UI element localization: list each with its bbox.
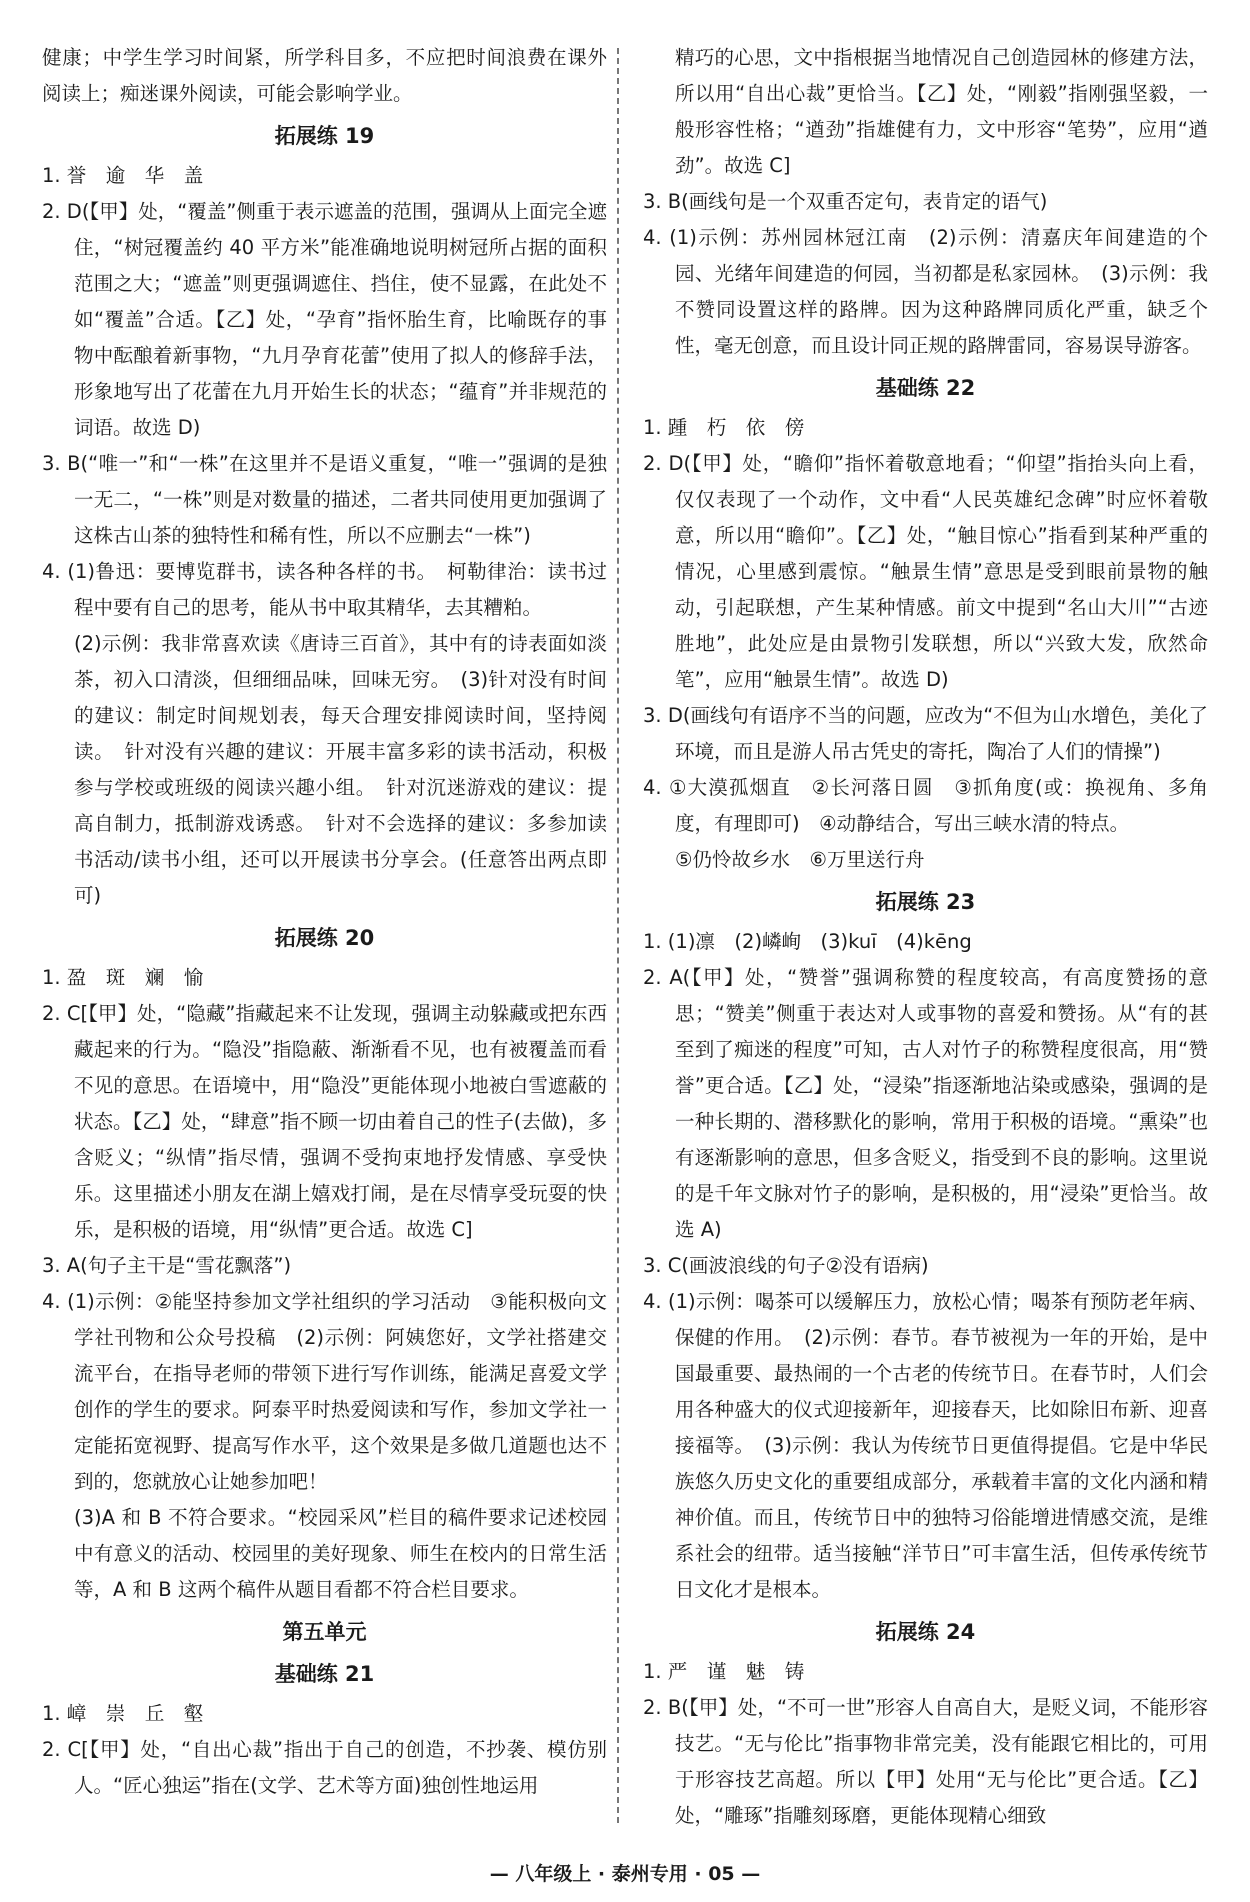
answer-item: 3. B(“唯一”和“一株”在这里并不是语义重复，“唯一”强调的是独一无二，“一株”则是对数量的描述，二者共同使用更加强调了这株古山茶的独特性和稀有性，所以不应删去“一株”) — [42, 452, 607, 547]
answer-item: 2. D(【甲】处，“覆盖”侧重于表示遮盖的范围，强调从上面完全遮住，“树冠覆盖约 40 平方米”能准确地说明树冠所占据的面积范围之大；“遮盖”则更强调遮住、挡住，使不显露，在此处不如“覆盖”合适。【乙】处，“孕育”指怀胎生育，比喻既存的事物中酝酿着新事物，“九月孕育花蕾”使用了拟人的修辞手法，形象地写出了花蕾在九月开始生长的状态；“蕴育”并非规范的词语。故选 D) — [42, 200, 607, 439]
answer-item: 2. D(【甲】处，“瞻仰”指怀着敬意地看；“仰望”指抬头向上看，仅仅表现了一个动作，文中看“人民英雄纪念碑”时应怀着敬意，所以用“瞻仰”。【乙】处，“触目惊心”指看到某种严重的情况，心里感到震惊。“触景生情”意思是受到眼前景物的触动，引起联想，产生某种情感。前文中提到“名山大川”“古迹胜地”，此处应是由景物引发联想，所以“兴致大发，欣然命笔”，应用“触景生情”。故选 D) — [643, 452, 1208, 691]
column-divider — [617, 48, 619, 1823]
answer-item: 2. B(【甲】处，“不可一世”形容人自高自大，是贬义词，不能形容技艺。“无与伦比”指事物非常完美，没有能跟它相比的，可用于形容技艺高超。所以【甲】处用“无与伦比”更合适。【乙】处，“雕琢”指雕刻琢磨，更能体现精心细致 — [643, 1696, 1208, 1827]
section-heading-20: 拓展练 20 — [274, 926, 375, 950]
answer-item: 4. (1)鲁迅：要博览群书，读各种各样的书。 柯勒律治：读书过程中要有自己的思考，能从书中取其精华，去其糟粕。 — [42, 560, 607, 619]
answer-item: 3. A(句子主干是“雪花飘落”) — [42, 1254, 292, 1277]
left-column — [42, 40, 607, 1804]
answer-item: 1. 踵 朽 依 傍 — [643, 416, 805, 439]
answer-item: 3. B(画线句是一个双重否定句，表肯定的语气) — [643, 190, 1048, 213]
answer-item: 4. ①大漠孤烟直 ②长河落日圆 ③抓角度(或：换视角、多角度，有理即可) ④动静结合，写出三峡水清的特点。 — [643, 776, 1208, 835]
answer-item: 1. 誉 逾 华 盖 — [42, 164, 204, 187]
answer-item: 4. (1)示例：喝茶可以缓解压力，放松心情；喝茶有预防老年病、保健的作用。 (2)示例：春节。春节被视为一年的开始，是中国最重要、最热闹的一个古老的传统节日。在春节时，人们会用各种盛大的仪式迎接新年，迎接春天，比如除旧布新、迎喜接福等。 (3)示例：我认为传统节日更值得提倡。它是中华民族悠久历史文化的重要组成部分，承载着丰富的文化内涵和精神价值。而且，传统节日中的独特习俗能增进情感交流，是维系社会的纽带。适当接触“洋节日”可丰富生活，但传承传统节日文化才是根本。 — [643, 1290, 1208, 1601]
answer-item: 4. (1)示例：②能坚持参加文学社组织的学习活动 ③能积极向文学社刊物和公众号投稿 (2)示例：阿姨您好，文学社搭建交流平台，在指导老师的带领下进行写作训练，能满足喜爱文学创作的学生的要求。阿泰平时热爱阅读和写作，参加文学社一定能拓宽视野、提高写作水平，这个效果是多做几道题也达不到的，您就放心让她参加吧！ — [42, 1290, 607, 1493]
intro-paragraph: 健康；中学生学习时间紧，所学科目多，不应把时间浪费在课外阅读上；痴迷课外阅读，可能会影响学业。 — [42, 46, 607, 105]
answer-item: 3. C(画波浪线的句子②没有语病) — [643, 1254, 929, 1277]
answer-item-continued: 精巧的心思，文中指根据当地情况自己创造园林的修建方法，所以用“自出心裁”更恰当。【乙】处，“刚毅”指刚强坚毅，一般形容性格；“遒劲”指雄健有力，文中形容“笔势”，应用“遒劲”。故选 C] — [675, 46, 1208, 177]
answer-item: 3. D(画线句有语序不当的问题，应改为“不但为山水增色，美化了环境，而且是游人吊古凭史的寄托，陶冶了人们的情操”) — [643, 704, 1208, 763]
answer-item: 2. A(【甲】处，“赞誉”强调称赞的程度较高，有高度赞扬的意思；“赞美”侧重于表达对人或事物的喜爱和赞扬。从“有的甚至到了痴迷的程度”可知，古人对竹子的称赞程度很高，用“赞誉”更合适。【乙】处，“浸染”指逐渐地沾染或感染，强调的是一种长期的、潜移默化的影响，常用于积极的语境。“熏染”也有逐渐影响的意思，但多含贬义，指受到不良的影响。这里说的是千年文脉对竹子的影响，是积极的，用“浸染”更恰当。故选 A) — [643, 966, 1208, 1241]
answer-item: 2. C[【甲】处，“自出心裁”指出于自己的创造，不抄袭、模仿别人。“匠心独运”指在(文学、艺术等方面)独创性地运用 — [42, 1738, 607, 1797]
section-heading-23: 拓展练 23 — [875, 890, 976, 914]
answer-item: 1. 盈 斑 斓 愉 — [42, 966, 204, 989]
answer-item-continued: (3)A 和 B 不符合要求。“校园采风”栏目的稿件要求记述校园中有意义的活动、校园里的美好现象、师生在校内的日常生活等，A 和 B 这两个稿件从题目看都不符合栏目要求。 — [74, 1506, 607, 1601]
answer-item: 4. (1)示例：苏州园林冠江南 (2)示例：清嘉庆年间建造的个园、光绪年间建造的何园，当初都是私家园林。 (3)示例：我不赞同设置这样的路牌。因为这种路牌同质化严重，缺乏个性，毫无创意，而且设计同正规的路牌雷同，容易误导游客。 — [643, 226, 1208, 357]
section-heading-19: 拓展练 19 — [274, 124, 375, 148]
answer-item: 1. (1)凛 (2)嶙峋 (3)kuī (4)kēng — [643, 930, 972, 953]
section-heading-24: 拓展练 24 — [875, 1620, 976, 1644]
answer-item-continued: (2)示例：我非常喜欢读《唐诗三百首》，其中有的诗表面如淡茶，初入口清淡，但细细品味，回味无穷。 (3)针对没有时间的建议：制定时间规划表，每天合理安排阅读时间，坚持阅读。 针对没有兴趣的建议：开展丰富多彩的读书活动，积极参与学校或班级的阅读兴趣小组。 针对沉迷游戏的建议：提高自制力，抵制游戏诱惑。 针对不会选择的建议：多参加读书活动/读书小组，还可以开展读书分享会。(任意答出两点即可) — [74, 632, 607, 907]
answer-item: 1. 严 谨 魅 铸 — [643, 1660, 805, 1683]
page-footer: — 八年级上 · 泰州专用 · 05 — — [489, 1863, 761, 1885]
right-column — [643, 40, 1208, 1834]
answer-item: 2. C[【甲】处，“隐藏”指藏起来不让发现，强调主动躲藏或把东西藏起来的行为。“隐没”指隐蔽、渐渐看不见，也有被覆盖而看不见的意思。在语境中，用“隐没”更能体现小地被白雪遮蔽的状态。【乙】处，“肆意”指不顾一切由着自己的性子(去做)，多含贬义；“纵情”指尽情，强调不受拘束地抒发情感、享受快乐。这里描述小朋友在湖上嬉戏打闹，是在尽情享受玩耍的快乐，是积极的语境，用“纵情”更合适。故选 C] — [42, 1002, 607, 1241]
answer-item: 1. 嶂 崇 丘 壑 — [42, 1702, 204, 1725]
section-heading-22: 基础练 22 — [875, 376, 976, 400]
answer-item-continued: ⑤仍怜故乡水 ⑥万里送行舟 — [675, 848, 925, 871]
unit-heading: 第五单元 — [282, 1620, 367, 1644]
section-heading-21: 基础练 21 — [274, 1662, 375, 1686]
